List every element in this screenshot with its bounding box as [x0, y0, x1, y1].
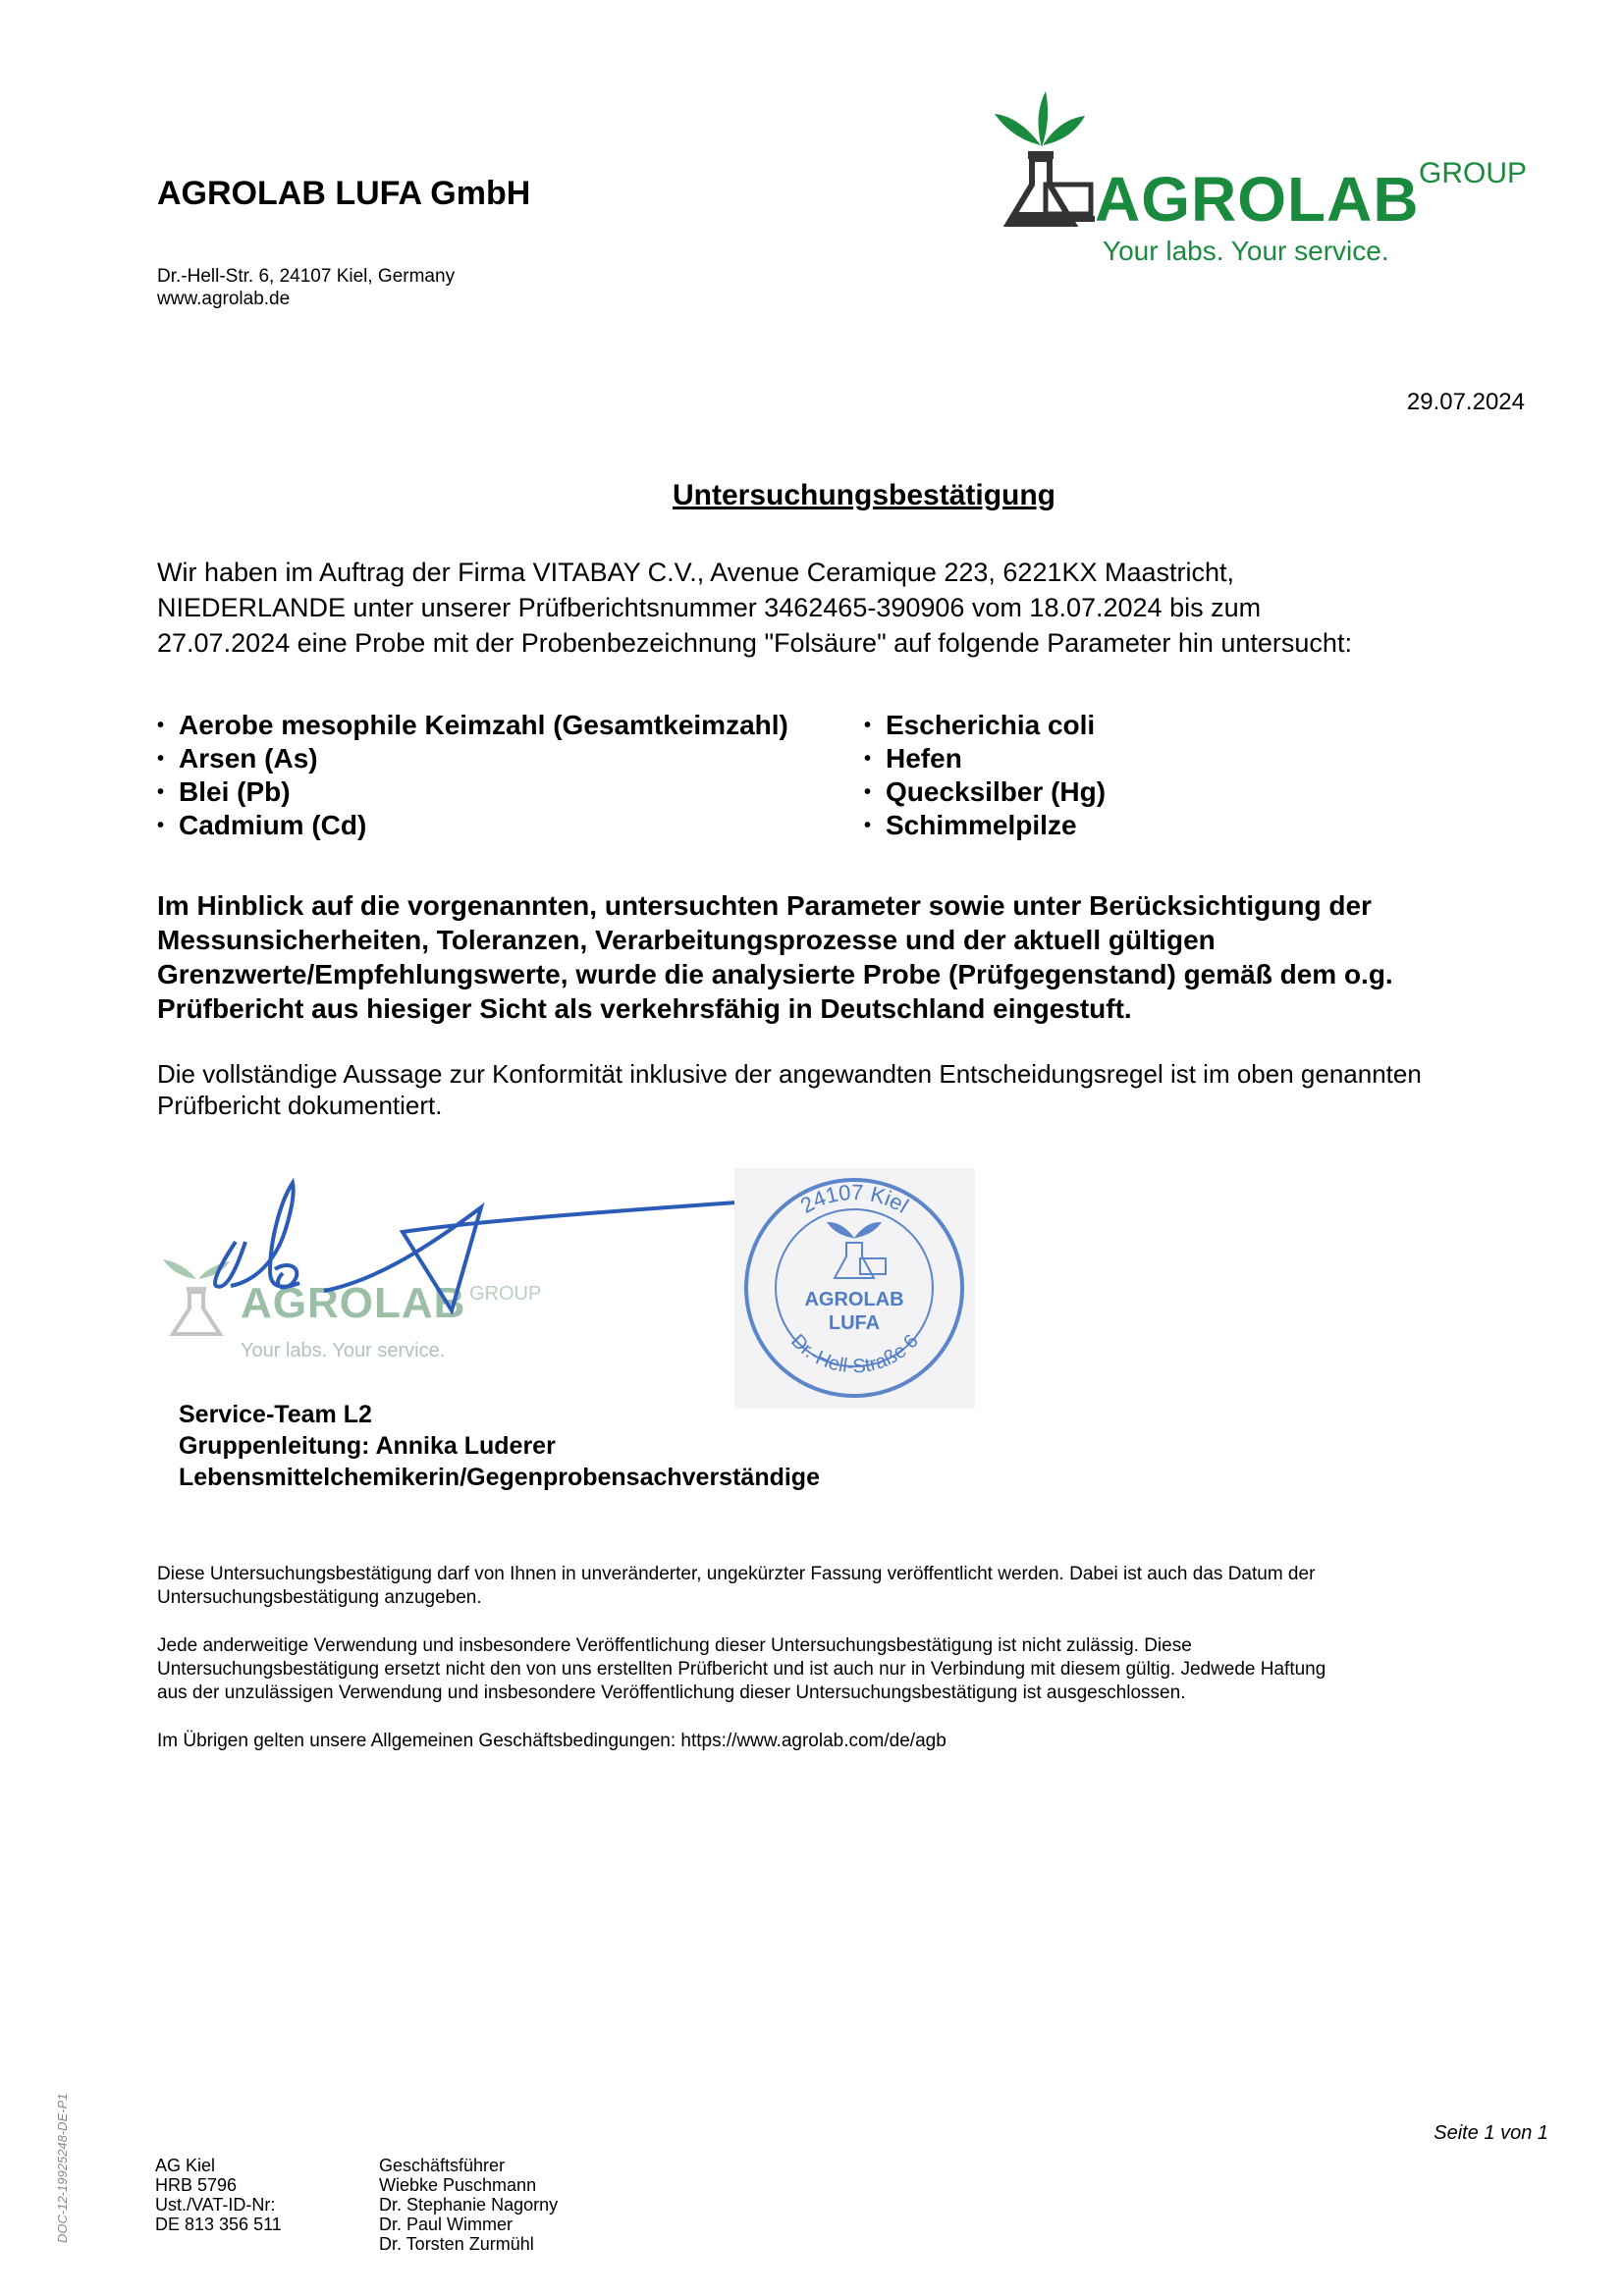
bullet-icon: • — [157, 781, 165, 803]
conclusion-line: Messunsicherheiten, Toleranzen, Verarbeitungsprozesse und der aktuell gültigen — [157, 925, 1216, 955]
bullet-icon: • — [864, 715, 872, 736]
company-address: Dr.-Hell-Str. 6, 24107 Kiel, Germany — [157, 266, 456, 287]
terms-link[interactable]: Im Übrigen gelten unsere Allgemeinen Geschäftsbedingungen: https://www.agrolab.com/de/agb — [157, 1731, 947, 1751]
signature-area — [157, 1163, 589, 1379]
bullet-icon: • — [157, 715, 165, 736]
conformity-line: Die vollständige Aussage zur Konformität inklusive der angewandten Entscheidungsregel ist im oben genannten — [157, 1059, 1422, 1089]
document-id: DOC-12-19925248-DE-P1 — [55, 2093, 70, 2243]
agrolab-logo — [987, 86, 1556, 283]
conformity-paragraph — [157, 1058, 1551, 1121]
footer-line: Dr. Torsten Zurmühl — [379, 2234, 534, 2254]
bullet-icon: • — [157, 748, 165, 770]
parameter-item — [864, 809, 1106, 842]
intro-line: Wir haben im Auftrag der Firma VITABAY C.V., Avenue Ceramique 223, 6221KX Maastricht, — [157, 558, 1235, 587]
stamp-bottom-text: Dr.-Hell-Straße 6 — [786, 1330, 923, 1378]
signatory-team: Service-Team L2 — [179, 1401, 372, 1428]
footer-registry — [155, 2156, 282, 2234]
flask-sprout-icon — [987, 86, 1095, 234]
parameter-column-right — [864, 709, 1106, 842]
conformity-line: Prüfbericht dokumentiert. — [157, 1091, 443, 1120]
stamp-line2: LUFA — [828, 1312, 881, 1334]
official-stamp — [734, 1168, 975, 1409]
bullet-icon: • — [864, 815, 872, 836]
company-name: AGROLAB LUFA GmbH — [157, 175, 531, 212]
parameter-label: Arsen (As) — [179, 743, 318, 774]
document-title: Untersuchungsbestätigung — [672, 479, 1055, 511]
company-address-block — [157, 265, 455, 310]
fine-print-line: aus der unzulässigen Verwendung und insbesondere Veröffentlichung dieser Untersuchungsbestätigung ist ausgeschlossen. — [157, 1682, 1186, 1703]
parameter-label: Schimmelpilze — [886, 810, 1077, 840]
conclusion-line: Grenzwerte/Empfehlungswerte, wurde die analysierte Probe (Prüfgegenstand) gemäß dem o.g. — [157, 959, 1393, 989]
parameter-item — [157, 775, 788, 809]
footer-line: DE 813 356 511 — [155, 2215, 282, 2234]
bullet-icon: • — [157, 815, 165, 836]
bullet-icon: • — [864, 748, 872, 770]
conclusion-line: Prüfbericht aus hiesiger Sicht als verkehrsfähig in Deutschland eingestuft. — [157, 993, 1132, 1024]
parameter-label: Escherichia coli — [886, 710, 1096, 740]
footer-line: Dr. Stephanie Nagorny — [379, 2195, 559, 2215]
stamp-top-text: 24107 Kiel — [795, 1179, 913, 1218]
intro-line: NIEDERLANDE unter unserer Prüfberichtsnummer 3462465-390906 vom 18.07.2024 bis zum — [157, 593, 1262, 622]
fine-print-usage — [157, 1634, 1532, 1705]
conclusion-paragraph — [157, 888, 1551, 1026]
logo-tagline: Your labs. Your service. — [1103, 236, 1389, 266]
parameter-item — [157, 742, 788, 775]
signatory-name: Gruppenleitung: Annika Luderer — [179, 1432, 556, 1460]
intro-paragraph — [157, 555, 1532, 661]
document-date: 29.07.2024 — [1406, 389, 1525, 415]
parameter-label: Aerobe mesophile Keimzahl (Gesamtkeimzahl) — [179, 710, 788, 740]
footer-line: Geschäftsführer — [379, 2156, 506, 2175]
fine-print-publication — [157, 1563, 1532, 1610]
fine-print-line: Jede anderweitige Verwendung und insbesondere Veröffentlichung dieser Untersuchungsbestätigung ist nicht zulässig. Diese — [157, 1635, 1192, 1656]
fine-print-terms — [157, 1730, 1532, 1753]
stamp-line1: AGROLAB — [804, 1289, 904, 1310]
fine-print-line: Diese Untersuchungsbestätigung darf von Ihnen in unveränderter, ungekürzter Fassung veröffentlicht werden. Dabei ist auch das Datum der — [157, 1564, 1316, 1584]
signatory-block — [179, 1399, 820, 1493]
parameter-label: Quecksilber (Hg) — [886, 776, 1107, 807]
signature-logo-brand: AGROLAB — [241, 1279, 466, 1327]
fine-print-line: Untersuchungsbestätigung ersetzt nicht den von uns erstellten Prüfbericht und ist auch nur in Verbindung mit diesem gültig. Jedwede Haftung — [157, 1659, 1326, 1680]
parameter-label: Cadmium (Cd) — [179, 810, 367, 840]
company-website: www.agrolab.de — [157, 289, 291, 309]
footer-line: Wiebke Puschmann — [379, 2175, 537, 2195]
signature-logo-tagline: Your labs. Your service. — [241, 1340, 446, 1362]
conclusion-line: Im Hinblick auf die vorgenannten, untersuchten Parameter sowie unter Berücksichtigung der — [157, 890, 1372, 921]
parameter-item — [864, 775, 1106, 809]
footer-line: Dr. Paul Wimmer — [379, 2215, 514, 2234]
footer-line: Ust./VAT-ID-Nr: — [155, 2195, 276, 2215]
parameter-label: Blei (Pb) — [179, 776, 291, 807]
parameter-item — [864, 742, 1106, 775]
intro-line: 27.07.2024 eine Probe mit der Probenbezeichnung "Folsäure" auf folgende Parameter hin untersucht: — [157, 628, 1352, 658]
signatory-role: Lebensmittelchemikerin/Gegenprobensachverständige — [179, 1464, 820, 1491]
fine-print-line: Untersuchungsbestätigung anzugeben. — [157, 1587, 482, 1608]
logo-group: GROUP — [1419, 157, 1528, 189]
page-number: Seite 1 von 1 — [1434, 2122, 1548, 2144]
parameter-column-left — [157, 709, 788, 842]
footer-management — [379, 2156, 558, 2254]
parameter-item — [157, 809, 788, 842]
logo-brand: AGROLAB — [1095, 164, 1420, 235]
signature-logo-group: GROUP — [469, 1283, 542, 1305]
footer-line: HRB 5796 — [155, 2175, 238, 2195]
parameter-item — [864, 709, 1106, 742]
footer-line: AG Kiel — [155, 2156, 216, 2175]
parameter-label: Hefen — [886, 743, 962, 774]
bullet-icon: • — [864, 781, 872, 803]
handwritten-signature-icon — [177, 1163, 766, 1330]
parameter-item — [157, 709, 788, 742]
